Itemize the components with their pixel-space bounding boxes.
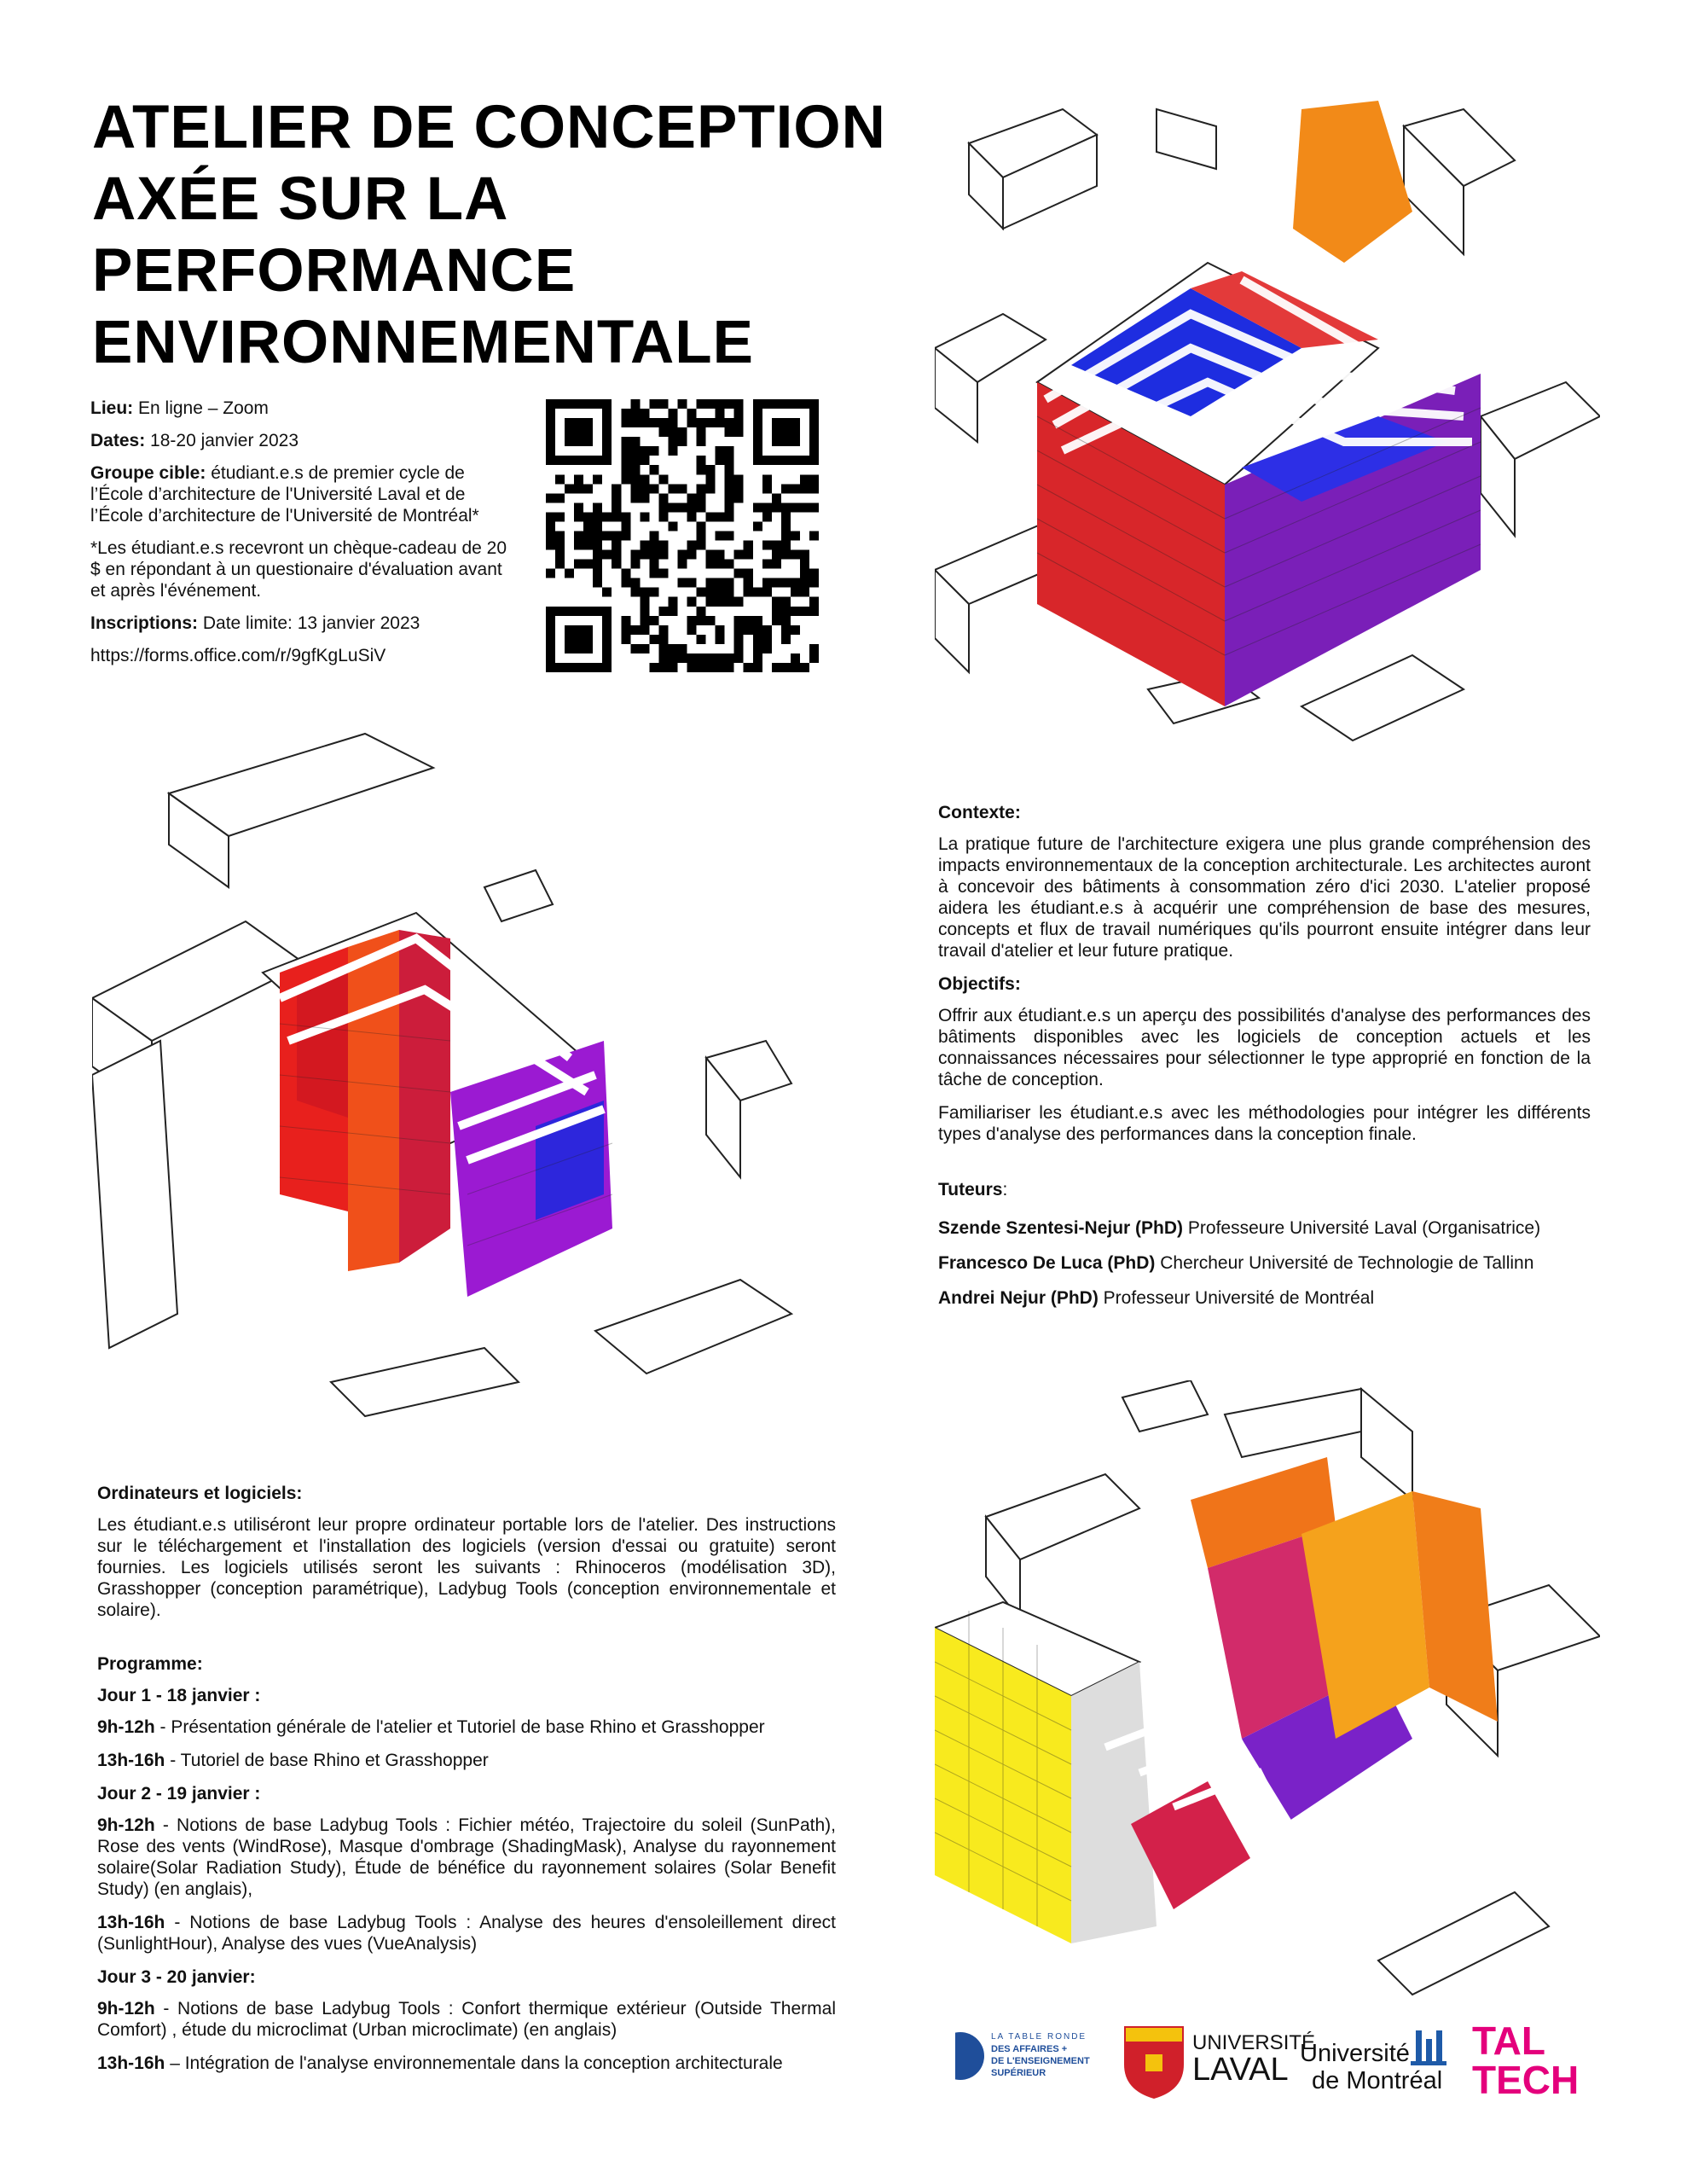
table-ronde-line-1: LA TABLE RONDE bbox=[991, 2032, 1087, 2042]
qr-code-icon[interactable] bbox=[546, 399, 819, 672]
left-column bbox=[97, 1483, 836, 2086]
objectifs-heading: Objectifs: bbox=[938, 974, 1021, 994]
programme-heading: Programme: bbox=[97, 1654, 203, 1674]
day-2-item-1: 9h-12h - Notions de base Ladybug Tools : Fichier météo, Trajectoire du soleil (SunPath), Rose des vents (WindRose), Masque d'ombrage (ShadingMask), Analyse du rayonnement solaire(Solar Radiation Study), Étude de bénéfice du rayonnement solaires (Solar Benefit Study) (en anglais), bbox=[97, 1815, 836, 1899]
tuteur-2: Francesco De Luca (PhD) Chercheur Université de Technologie de Tallinn bbox=[938, 1253, 1534, 1273]
sponsor-logos bbox=[936, 2013, 1602, 2099]
contexte-heading: Contexte: bbox=[938, 803, 1021, 822]
heat-map-building-model-top-right bbox=[935, 92, 1600, 758]
tuteur-1: Szende Szentesi-Nejur (PhD) Professeure Université Laval (Organisatrice) bbox=[938, 1218, 1541, 1238]
day-3-title: Jour 3 - 20 janvier: bbox=[97, 1967, 256, 1987]
page-title: ATELIER DE CONCEPTION AXÉE SUR LA PERFORMANCE ENVIRONNEMENTALE bbox=[92, 94, 886, 376]
ordinateurs-text: Les étudiant.e.s utiliséront leur propre ordinateur portable lors de l'atelier. Des instructions sur le téléchargement et l'installation des logiciels (version d'essai ou gratuite) seront fournies. Les logiciels utilisés seront les suivants : Rhinoceros (modélisation 3D), Grasshopper (conception paramétrique), Ladybug Tools (conception environnementale et solaire). bbox=[97, 1515, 836, 1620]
day-1-title: Jour 1 - 18 janvier : bbox=[97, 1686, 261, 1705]
tuteur-3: Andrei Nejur (PhD) Professeur Université de Montréal bbox=[938, 1288, 1375, 1308]
day-2-title: Jour 2 - 19 janvier : bbox=[97, 1784, 261, 1804]
table-ronde-line-4: SUPÉRIEUR bbox=[991, 2068, 1046, 2078]
day-1-item-2: 13h-16h - Tutoriel de base Rhino et Grasshopper bbox=[97, 1751, 489, 1770]
laval-line-1: UNIVERSITÉ bbox=[1192, 2031, 1316, 2054]
taltech-logo bbox=[1472, 2018, 1579, 2099]
day-1-item-1: 9h-12h - Présentation générale de l'atelier et Tutoriel de base Rhino et Grasshopper bbox=[97, 1717, 765, 1737]
right-column bbox=[938, 802, 1591, 1322]
montreal-line-2: de Montréal bbox=[1312, 2067, 1443, 2094]
info-lieu: Lieu: En ligne – Zoom bbox=[90, 398, 269, 418]
laval-logo bbox=[1124, 2026, 1315, 2099]
day-3-item-2: 13h-16h – Intégration de l'analyse environnementale dans la conception architecturale bbox=[97, 2053, 783, 2073]
tuteurs-heading: Tuteurs: bbox=[938, 1180, 1008, 1199]
taltech-line-1: TAL bbox=[1472, 2018, 1546, 2063]
montreal-logo bbox=[1300, 2030, 1446, 2094]
montreal-line-1: Université bbox=[1300, 2040, 1410, 2067]
info-note: *Les étudiant.e.s recevront un chèque-cadeau de 20 $ en répondant à un questionaire d'évaluation avant et après l'événement. bbox=[90, 538, 507, 601]
table-ronde-logo bbox=[936, 2030, 1090, 2082]
registration-link[interactable]: https://forms.office.com/r/9gfKgLuSiV bbox=[90, 646, 386, 665]
tuteurs-section bbox=[938, 1179, 1591, 1309]
info-dates: Dates: 18-20 janvier 2023 bbox=[90, 431, 299, 450]
heat-map-building-model-middle-left bbox=[92, 717, 809, 1425]
contexte-text: La pratique future de l'architecture exigera une plus grande compréhension des impacts environnementaux de la conception architecturale. Les architectes auront à concevoir des bâtiments à consommation zéro d'ici 2030. L'atelier proposé aidera les étudiant.e.s à acquérir une compréhension de base des mesures, concepts et flux de travail numériques qu'ils pourront ensuite intégrer dans leur travail d'atelier et leur future pratique. bbox=[938, 834, 1591, 961]
info-groupe: Groupe cible: étudiant.e.s de premier cycle de l’École d’architecture de l'Université Laval et de l’École d’architecture de l'Université de Montréal* bbox=[90, 463, 479, 526]
day-3-item-1: 9h-12h - Notions de base Ladybug Tools : Confort thermique extérieur (Outside Thermal Comfort) , étude du microclimat (Urban microclimate) (en anglais) bbox=[97, 1999, 836, 2040]
montreal-logo-icon bbox=[1416, 2030, 1422, 2063]
heat-map-building-model-bottom-right bbox=[935, 1380, 1600, 2012]
table-ronde-line-3: DE L'ENSEIGNEMENT bbox=[991, 2056, 1090, 2066]
event-info bbox=[90, 398, 517, 677]
laval-line-2: LAVAL bbox=[1192, 2052, 1289, 2088]
taltech-line-2: TECH bbox=[1472, 2058, 1580, 2099]
objectifs-text-2: Familiariser les étudiant.e.s avec les méthodologies pour intégrer les différents types d'analyse des performances dans la conception finale. bbox=[938, 1103, 1591, 1144]
ordinateurs-heading: Ordinateurs et logiciels: bbox=[97, 1484, 303, 1503]
objectifs-text-1: Offrir aux étudiant.e.s un aperçu des possibilités d'analyse des performances des bâtiments disponibles avec les logiciels de conception actuels et les connaissances nécessaires pour sélectionner le type approprié en fonction de la tâche de conception. bbox=[938, 1006, 1591, 1089]
info-inscriptions: Inscriptions: Date limite: 13 janvier 2023 bbox=[90, 613, 420, 633]
table-ronde-line-2: DES AFFAIRES + bbox=[991, 2044, 1068, 2054]
day-2-item-2: 13h-16h - Notions de base Ladybug Tools : Analyse des heures d'ensoleillement direct (SunlightHour), Analyse des vues (VueAnalysis) bbox=[97, 1913, 836, 1954]
